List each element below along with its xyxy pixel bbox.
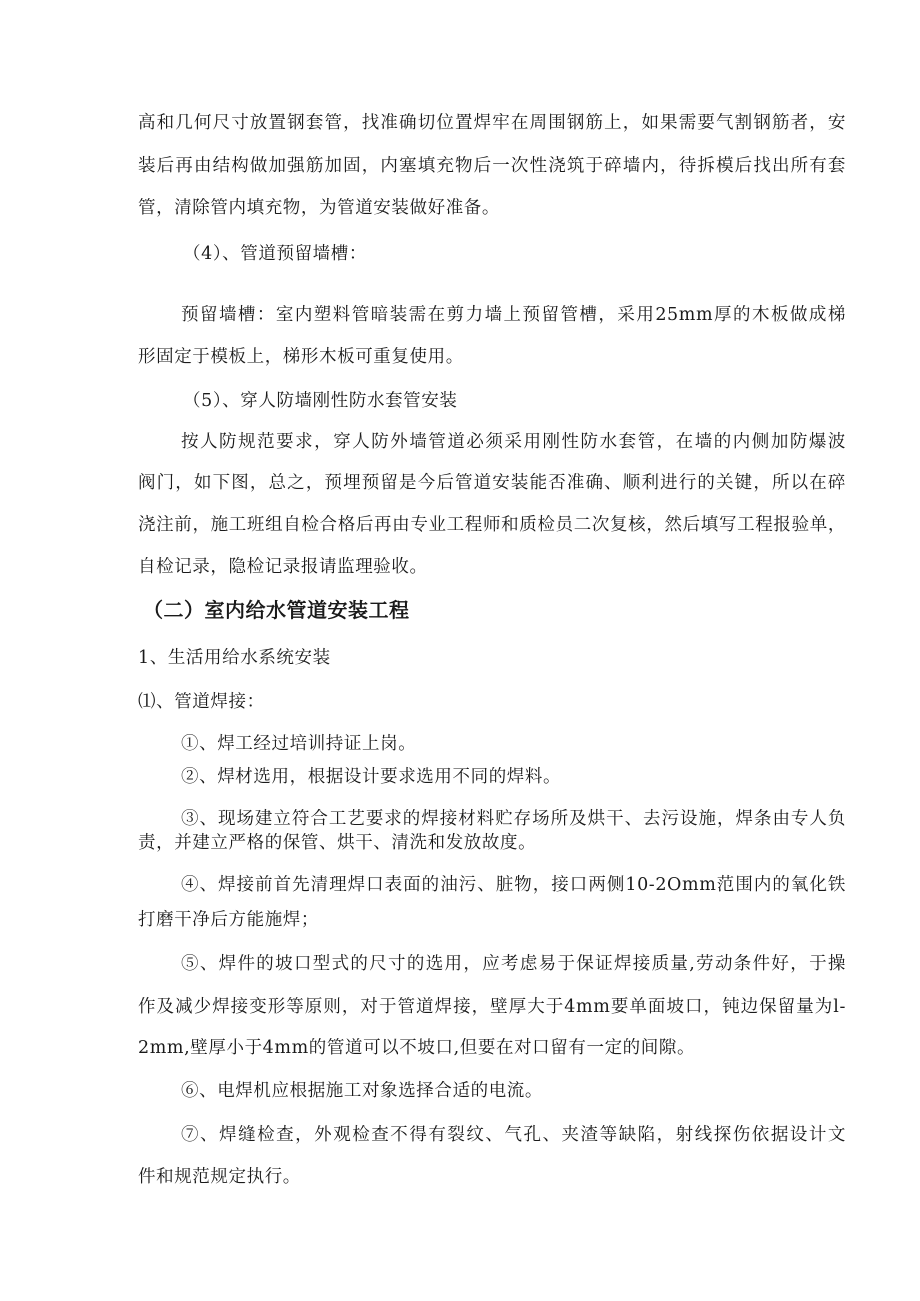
list-item: ⑦、焊缝检查，外观检查不得有裂纹、气孔、夹渣等缺陷，射线探伤依据设计文: [181, 1125, 846, 1145]
paragraph-line: 管，清除管内填充物，为管道安装做好准备。: [138, 198, 500, 218]
paragraph-line: 高和几何尺寸放置钢套管，找准确切位置焊牢在周围钢筋上，如果需要气割钢筋者，安: [138, 113, 846, 133]
paragraph-line: 按人防规范要求，穿人防外墙管道必须采用刚性防水套管，在墙的内侧加防爆波: [181, 432, 846, 452]
subheading-4: （4）、管道预留墙槽：: [183, 244, 367, 264]
paragraph-line: 浇注前，施工班组自检合格后再由专业工程师和质检员二次复核，然后填写工程报验单，: [138, 515, 846, 535]
list-item: ①、焊工经过培训持证上岗。: [181, 734, 417, 754]
list-item: ⑥、电焊机应根据施工对象选择合适的电流。: [181, 1081, 543, 1101]
list-item: ④、焊接前首先清理焊口表面的油污、脏物，接口两侧10-2Omm范围内的氧化铁: [181, 875, 846, 895]
paragraph-line: 阀门，如下图，总之，预埋预留是今后管道安装能否准确、顺利进行的关键，所以在碎: [138, 473, 846, 493]
list-item: ③、现场建立符合工艺要求的焊接材料贮存场所及烘干、去污设施，焊条由专人负: [181, 809, 846, 829]
list-item: ②、焊材选用，根据设计要求选用不同的焊料。: [181, 767, 562, 787]
list-item: ⑤、焊件的坡口型式的尺寸的选用，应考虑易于保证焊接质量,劳动条件好，于操: [181, 954, 846, 974]
list-item-continuation: 2mm,壁厚小于4mm的管道可以不坡口,但要在对口留有一定的间隙。: [138, 1038, 696, 1058]
list-item-continuation: 作及减少焊接变形等原则，对于管道焊接，壁厚大于4mm要单面坡口，钝边保留量为l-: [138, 997, 846, 1017]
subheading-5: （5）、穿人防墙刚性防水套管安装: [183, 391, 458, 411]
paragraph-line: 自检记录，隐检记录报请监理验收。: [138, 557, 428, 577]
list-item-continuation: 件和规范规定执行。: [138, 1167, 301, 1187]
list-item-continuation: 责，并建立严格的保管、烘干、清洗和发放故度。: [138, 833, 537, 853]
section-title: （二）室内给水管道安装工程: [143, 598, 410, 622]
list-item-continuation: 打磨干净后方能施焊；: [138, 910, 319, 930]
paragraph-line: 形固定于模板上，梯形木板可重复使用。: [138, 347, 464, 367]
sub-subsection-heading: ⑴、管道焊接：: [138, 692, 265, 712]
paragraph-line: 装后再由结构做加强筋加固，内塞填充物后一次性浇筑于碎墙内，待拆模后找出所有套: [138, 156, 846, 176]
subsection-heading: 1、生活用给水系统安装: [138, 648, 331, 668]
paragraph-line: 预留墙槽：室内塑料管暗装需在剪力墙上预留管槽，采用25mm厚的木板做成梯: [181, 305, 846, 325]
